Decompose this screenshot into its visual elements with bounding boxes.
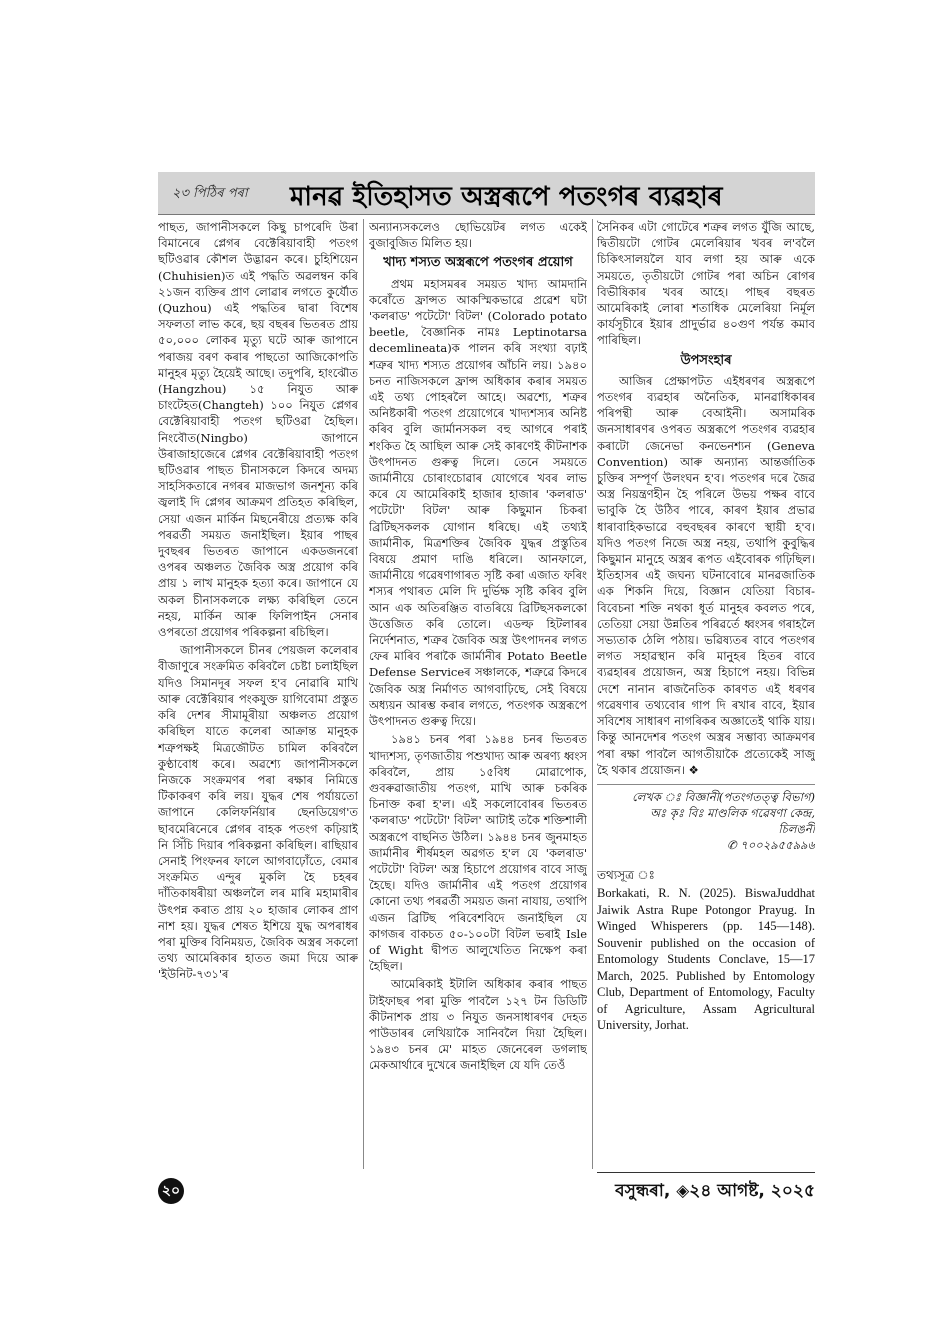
column-divider <box>363 219 364 1169</box>
article-header <box>158 172 815 215</box>
phone-line: ✆ ৭০০২৯৫৫৯৯৬ <box>727 837 815 852</box>
references-title: তথ্যসূত্ৰ ঃ <box>597 867 655 882</box>
paragraph: প্ৰথম মহাসমৰৰ সময়ত খাদ্য আমদানি কৰোঁতে ফ্ৰান্সত আকস্মিকভাৱে প্ৰৱেশ ঘটা 'কলৰাড' পটেটো' বিটল' (Colorado potato beetle, বৈজ্ঞানিক নামঃ Leptinotarsa decemlineata)ক পালন কৰি সংখ্যা বঢ়াই শত্ৰুৰ খাদ্য শস্যত প্ৰয়োগৰ আঁচনি লয়। ১৯৪০ চনত নাজিসকলে ফ্ৰান্স অধিকাৰ কৰাৰ সময়ত এই তথ্য পোহৰলৈ আহে। অৱশ্যে, শত্ৰুৰ অনিষ্টকাৰী পতংগ প্ৰয়োগেৰে খাদ্যশস্যৰ অনিষ্ট কৰিব বুলি জাৰ্মানসকল বহু আগৰে পৰাই শংকিত হৈ আছিল আৰু সেই কাৰণেই কীটনাশক উৎপাদনত গুৰুত্ব দিলে। তেনে সময়তে জাৰ্মানীয়ে চোৰাংচোৱাৰ যোগেৰে খবৰ লাভ কৰে যে আমেৰিকাই হাজাৰ হাজাৰ 'কলৰাড' পটেটো' বিটল' আৰু কিছুমান চিকৰা ব্ৰিটিছসকলক যোগান ধৰিছে। এই তথ্যই জাৰ্মানীক, মিত্ৰশক্তিৰ জৈবিক যুদ্ধৰ প্ৰস্তুতিৰ বিষয়ে প্ৰমাণ দাঙি ধৰিলে। আনফালে, জাৰ্মানীয়ে গৱেষণাগাৰত সৃষ্টি কৰা এজাত ফৰিং শস্যৰ পথাৰত মেলি দি দুৰ্ভিক্ষ সৃষ্টি কৰিব বুলি আন এক অতিৰঞ্জিত বাতৰিয়ে ব্ৰিটিছসকলকো উত্তেজিত কৰি তোলে। এডল্ফ হিটলাৰৰ নিৰ্দেশনাত, শত্ৰুৰ জৈবিক অস্ত্ৰ উৎপাদনৰ লগত ফেৰ মাৰিব পৰাকৈ জাৰ্মানীৰ Potato Beetle Defense Serviceৰ সঞ্চালকে, শত্ৰুৱে কিদৰে জৈবিক অস্ত্ৰ নিৰ্মাণত আগবাঢ়িছে, সেই বিষয়ে অধ্যয়ন আৰম্ভ কৰাৰ লগতে, পতংগক অস্ত্ৰৰূপে উৎপাদনত গুৰুত্ব দিয়ে। <box>369 276 587 729</box>
section-heading: খাদ্য শস্যত অস্ত্ৰৰূপে পতংগৰ প্ৰয়োগ <box>383 255 573 271</box>
column-2 <box>369 219 587 1174</box>
issue-date: বসুন্ধৰা, ◈২৪ আগষ্ট, ২০২৫ <box>615 1181 815 1201</box>
paragraph: জাপানীসকলে চীনৰ পেয়জল কলেৰাৰ বীজাণুৰে সংক্ৰমিত কৰিবলৈ চেষ্টা চলাইছিল যদিও সিমানদূৰ সফল হ'ব নোৱাৰি মাখি আৰু বেক্টেৰিয়াৰ পংকযুক্ত য়াগিবোমা প্ৰস্তুত কৰি দেশৰ সীমামূৰীয়া অঞ্চলত প্ৰয়োগ কৰিছিল যাতে কলেৰা আক্ৰান্ত মানুহক শত্ৰুপক্ষই মিত্ৰজৌটত চামিল কৰিবলৈ কুণ্ঠাবোধ কৰে। অৱশ্যে জাপানীসকলে নিজকে সংক্ৰমণৰ পৰা ৰক্ষাৰ নিমিত্তে টিকাকৰণ কৰি লয়। যুদ্ধৰ শেষ পৰ্যায়তো জাপানে কেলিফৰ্নিয়াৰ ছেনডিয়েগ'ত ছাবমেৰিনেৰে প্লেগৰ বাহক পতংগ কঢ়িয়াই নি সিঁচি দিয়াৰ পৰিকল্পনা কৰিছিল। ৰাছিয়াৰ সেনাই পিংফনৰ ফালে আগবাঢ়োঁতে, বেমাৰ সংক্ৰমিত এন্দুৰ মুকলি হৈ চহৰৰ দাঁতিকাষৰীয়া অঞ্চললৈ লৰ মাৰি মহামাৰীৰ উৎপন্ন কৰাত প্ৰায় ২০ হাজাৰ লোকৰ প্ৰাণ নাশ হয়। যুদ্ধৰ শেষত ইশিয়ে যুদ্ধ অপৰাধৰ পৰা মুক্তিৰ বিনিময়ত, জৈবিক অস্ত্ৰৰ সকলো তথ্য আমেৰিকাৰ হাতত জমা দিয়ে আৰু 'ইউনিট-৭৩১'ৰ <box>158 643 358 982</box>
author-line: লেখক ঃ বিজ্ঞানী(পতংগতত্ত্ব বিভাগ) <box>632 789 815 804</box>
column-3 <box>597 219 815 1169</box>
article-headline: মানৱ ইতিহাসত অস্ত্ৰৰূপে পতংগৰ ব্যৱহাৰ <box>290 182 723 212</box>
paragraph: আজিৰ প্ৰেক্ষাপটত এইধৰণৰ অস্ত্ৰৰূপে পতংগৰ ব্যৱহাৰ অনৈতিক, মানৱাধিকাৰৰ পৰিপন্থী আৰু বেআইনী। অসামৰিক জনসাধাৰণৰ ওপৰত অস্ত্ৰৰূপে পতংগৰ ব্যৱহাৰ কৰাটো জেনেভা কনভেনশ্যন (Geneva Convention) আৰু অন্যান্য আন্তৰ্জাতিক চুক্তিৰ সম্পূৰ্ণ উলংঘন হ'ব। পতংগৰ দৰে জৈৱ অস্ত্ৰ নিয়ন্ত্ৰণহীন হৈ পৰিলে উভয় পক্ষৰ বাবে ভাবুকি হৈ উঠিব পাৰে, কাৰণ ইয়াৰ প্ৰভাৱ ধাৰাবাহিকভাৱে বহুবছৰৰ কাৰণে স্থায়ী হ'ব। যদিও পতংগ নিজে অস্ত্ৰ নহয়, তথাপি কুবুদ্ধিৰ কিছুমান মানুহে অস্ত্ৰৰ ৰূপত এইবোৰক গঢ়িছিল। ইতিহাসৰ এই জঘন্য ঘটনাবোৰে মানৱজাতিক এক শিকনি দিয়ে, বিজ্ঞান যেতিয়া বিচাৰ-বিবেচনা শক্তি নথকা ধূৰ্ত মানুহৰ কবলত পৰে, তেতিয়া সেয়া উন্নতিৰ পৰিৱৰ্তে ধ্বংসৰ গৰাহলৈ সভ্যতাক ঠেলি পঠায়। ভৱিষ্যতৰ বাবে পতংগৰ লগত সহাৱস্থান কৰি মানুহৰ হিতৰ বাবে ব্যৱহাৰৰ প্ৰয়োজন, অস্ত্ৰ হিচাপে নহয়। বিভিন্ন দেশে নানান ৰাজনৈতিক কাৰণত এই ধৰণৰ গৱেষণাৰ তথ্যবোৰ গাপ দি ৰখাৰ বাবে, ইয়াৰ সবিশেষ সাধাৰণ নাগৰিকৰ অজ্ঞাতেই থাকি যায়। কিন্তু আনদেশৰ পতংগ অস্ত্ৰৰ সম্ভাব্য আক্ৰমণৰ পৰা ৰক্ষা পাবলৈ আগতীয়াকৈ প্ৰত্যেকেই সাজু হৈ থকাৰ প্ৰয়োজন। ❖ <box>597 373 815 777</box>
paragraph: আমেৰিকাই ইটালি অধিকাৰ কৰাৰ পাছত টাইফাছৰ পৰা মুক্তি পাবলৈ ১২৭ টন ডিডিটি কীটনাশক প্ৰায় ৩ নিযুত জনসাধাৰণৰ দেহত পাউডাৰৰ লেখিয়াকৈ সানিবলৈ দিয়া হৈছিল। ১৯৪৩ চনৰ মে' মাহত জেনেৰেল ডগলাছ মেকআৰ্থাৰে দুখেৰে জনাইছিল যে যদি তেওঁ <box>369 977 587 1073</box>
continued-from-label: ২৩ পিঠিৰ পৰা <box>172 186 248 201</box>
paragraph: সৈনিকৰ এটা গোটেৰে শত্ৰুৰ লগত যুঁজি আছে, দ্বিতীয়টো গোটৰ মেলেৰিয়াৰ খবৰ ল'বলৈ চিকিৎসালয়লৈ যাব লগা হয় আৰু একে সময়তে, তৃতীয়টো গোটৰ পৰা অচিন ৰোগৰ বিভীষিকাৰ খবৰ আহে। পাছৰ বছৰত আমেৰিকাই লোৰা শতাধিক মেলেৰিয়া নিৰ্মূল কাৰ্যসূচীৰে ইয়াৰ প্ৰাদুৰ্ভাৱ ৪০গুণ পৰ্যন্ত কমাব পাৰিছিল। <box>597 220 815 348</box>
footer-rule <box>597 1172 815 1173</box>
page-number: ২০ <box>158 1178 184 1204</box>
paragraph: অন্যান্যসকলেও ছোভিয়েটৰ লগত একেই বুজাবুজিত মিলিত হয়। <box>369 220 587 251</box>
reference-entry: Borkakati, R. N. (2025). BiswaJuddhat Jaiwik Astra Rupe Potongor Prayug. In Winged Whisperers (pp. 145—148). Souvenir published on the occasion of Entomology Students Conclave, 15—17 March, 2025. Published by Entomology Club, Department of Entomology, Faculty of Agriculture, Assam Agricultural University, Jorhat. <box>597 886 815 1033</box>
column-1 <box>158 219 358 1169</box>
paragraph: ১৯৪১ চনৰ পৰা ১৯৪৪ চনৰ ভিতৰত খাদ্যশস্য, তৃণজাতীয় পশুখাদ্য আৰু অৰণ্য ধ্বংস কৰিবলৈ, প্ৰায় ১৫বিধ মোৱাপোক, গুবৰুৱাজাতীয় পতংগ, মাখি আৰু চকৰিক চিনাক্ত কৰা হ'ল। এই সকলোবোৰৰ ভিতৰত 'কলৰাড' পটেটো' বিটল' আটাই তকৈ শক্তিশালী অস্ত্ৰৰূপে বাছনিত উঠিল। ১৯৪৪ চনৰ জুনমাহত জাৰ্মানীৰ শীৰ্ষমহল অৱগত হ'ল যে 'কলৰাড' পটেটো' বিটল' অস্ত্ৰ হিচাপে প্ৰয়োগৰ বাবে সাজু হৈছে। যদিও জাৰ্মানীৰ এই পতংগ প্ৰয়োগৰ কোনো তথ্য পৰৱৰ্তী সময়ত জনা নাযায়, তথাপি এজন ব্ৰিটিছ পৰিবেশবিদে জনাইছিল যে কাগজৰ বাকচত ৫০-১০০টা বিটল ভৰাই Isle of Wight দ্বীপত আলুখেতিত নিক্ষেপ কৰা হৈছিল। <box>369 732 587 974</box>
paragraph: পাছত, জাপানীসকলে কিছু চাপৰেদি উৰা বিমানেৰে প্লেগৰ বেক্টেৰিয়াবাহী পতংগ ছটিওৱাৰ কৌশল উদ্ভাৱন কৰে। চুহিশিয়েন (Chuhisien)ত এই পদ্ধতি অৱলম্বন কৰি ২১জন ব্যক্তিৰ প্ৰাণ লোৱাৰ লগতে কুৰ্যৌত (Quzhou) এই পদ্ধতিৰ দ্বাৰা বিশেষ সফলতা লাভ কৰে, ছয় বছৰৰ ভিতৰত প্ৰায় ৫০,০০০ লোকৰ মৃত্যু ঘটে আৰু জাপানে পৰাজয় বৰণ কৰাৰ পাছতো আজিকোপতি মানুহৰ মৃত্যু হৈয়েই আছে। তদুপৰি, হাংঝৌত (Hangzhou) ১৫ নিযুত আৰু চাংটেহত(Changteh) ১০০ নিযুত প্লেগৰ বেক্টেৰিয়াবাহী পতংগ ছটিওৱা হৈছিল। নিংবৌত(Ningbo) জাপানে উৰাজাহাজেৰে প্লেগৰ বেক্টেৰিয়াবাহী পতংগ ছটিওৱাৰ পাছত চীনাসকলে কিদৰে অদম্য সাহসিকতাৰে নগৰৰ মাজভাগ জনশূন্য কৰি জ্বলাই দি প্লেগৰ আক্ৰমণ প্ৰতিহত কৰিছিল, সেয়া এজন মাৰ্কিন মিছনেৰীয়ে প্ৰত্যক্ষ কৰি পৰৱৰ্তী সময়ত জনাইছিল। ইয়াৰ পাছৰ দুবছৰৰ ভিতৰত জাপানে একডজনৰো ওপৰৰ অঞ্চলত জৈবিক অস্ত্ৰ প্ৰয়োগ কৰি প্ৰায় ১ লাখ মানুহক হত্যা কৰে। জাপানে যে অকল চীনাসকলকে লক্ষ্য কৰিছিল তেনে নহয়, মাৰ্কিন আৰু ফিলিপাইন সেনাৰ ওপৰতো প্ৰয়োগৰ পৰিকল্পনা ৰচিছিল। <box>158 220 358 640</box>
column-divider <box>592 219 593 1169</box>
place-line: চিলঙনী <box>778 821 815 836</box>
section-heading: উপসংহাৰ <box>680 352 732 368</box>
affiliation-line: অঃ কৃঃ বিঃ মাণ্ডলিক গৱেষণা কেন্দ্ৰ, <box>650 805 815 820</box>
references <box>597 885 815 1034</box>
author-byline <box>597 784 815 853</box>
